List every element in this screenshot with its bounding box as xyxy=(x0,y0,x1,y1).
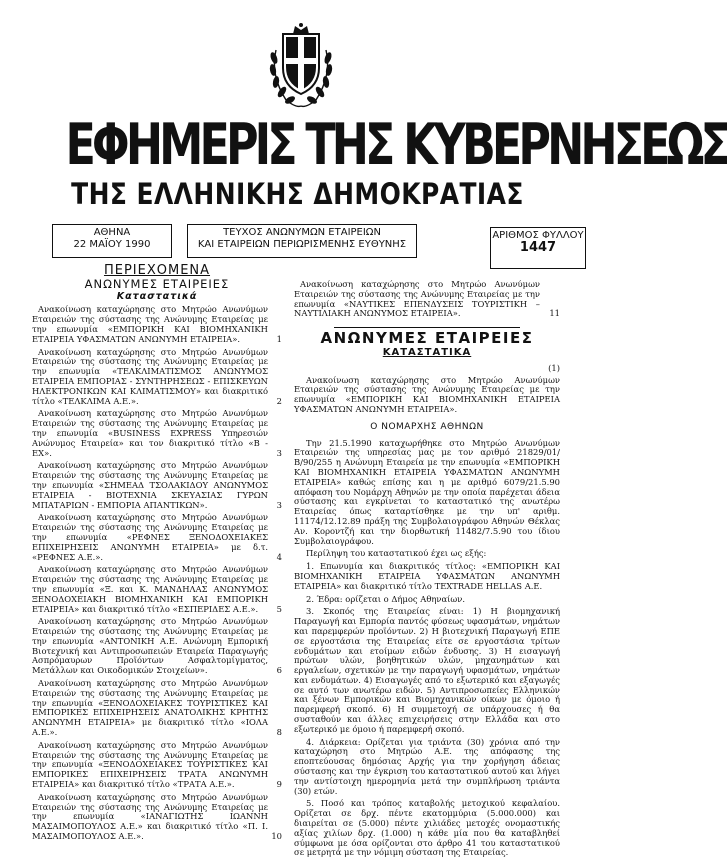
gazette-title: ΕΦΗΜΕΡΙΣ ΤΗΣ ΚΥΒΕΡΝΗΣΕΩΣ xyxy=(65,112,727,178)
contents-entry[interactable] xyxy=(32,348,282,407)
issuing-authority: Ο ΝΟΜΑΡΧΗΣ ΑΘΗΝΩΝ xyxy=(370,421,484,432)
contents-entry[interactable] xyxy=(32,793,282,842)
contents-entry-page: 2 xyxy=(276,395,282,406)
contents-entry[interactable] xyxy=(32,461,282,510)
contents-entry-text: Ανακοίνωση καταχώρησης στο Μητρώο Ανωνύμων Εταιρειών της σύστασης της Ανώνυμης Εταιρείας με την επωνυμία «BUSINESS EXPRESS Υπηρεσιών Ανώνυμος Εταιρεία» και τον διακριτικό τίτλο «Β - ΕΧ». xyxy=(32,408,268,458)
contents-entry-page: 4 xyxy=(276,551,282,562)
statute-item: 3. Σκοπός της Εταιρείας είναι: 1) Η βιομηχανική Παραγωγή και Εμπορία παντός φύσεως υφασμάτων, νημάτων και παρεμφερών προϊόντων. 2) Η βιοτεχνική Παραγωγή ΕΠΕ σε εργοστάσια της Εταιρείας είτε σε εργοστάσια τρίτων ενδυμάτων και ετοίμων ειδών ένδυσης. 3) Η εισαγωγή πρώτων υλών, βοηθητικών υλών, μηχανημάτων και εργαλείων, σχετικών με την παραγωγή υφασμάτων, νημάτων και ενδυμάτων. 4) Εισαγωγές από το εξωτερικό και εξαγωγές σε αυτό των ανωτέρω ειδών. 5) Αντιπροσωπείες Ελληνικών και ξένων Εμπορικών και Βιομηχανικών οίκων με όμοιο ή παρεμφερή σκοπό. 6) Η συμμετοχή σε υπάρχουσες ή θα συσταθούν και άλλες επιχειρήσεις στην Ελλάδα και στο εξωτερικό με όμοιο ή παρεμφερή σκοπό. xyxy=(294,606,560,734)
contents-heading: ΠΕΡΙΕΧΟΜΕΝΑ xyxy=(103,263,211,278)
contents-entry[interactable] xyxy=(294,280,560,319)
body-subsection-heading: ΚΑΤΑΣΤΑΤΙΚΑ xyxy=(382,346,472,358)
gazette-subtitle: ΤΗΣ ΕΛΛΗΝΙΚΗΣ ΔΗΜΟΚΡΑΤΙΑΣ xyxy=(71,177,524,211)
article-number: (1) xyxy=(548,362,560,373)
contents-entry-page: 6 xyxy=(276,665,282,676)
contents-list xyxy=(32,305,282,841)
contents-entry[interactable] xyxy=(32,741,282,790)
contents-entry-page: 1 xyxy=(276,333,282,344)
contents-entry-text: Ανακοίνωση καταχώρησης στο Μητρώο Ανωνύμων Εταιρειών της σύστασης της Ανώνυμης Εταιρείας με την επωνυμία «ΑΝΤΟΝΙΚΗ Α.Ε. Ανώνυμη Εμπορική Βιοτεχνική και Αντιπροσωπειών Εταιρεία Παραγωγής Ασπρόμαυρων Προϊόντων Ασφαλτομίγματος, Μετάλλων και Οικοδομικών Στοιχείων». xyxy=(32,616,268,676)
issue-type-box xyxy=(187,224,417,258)
contents-entry-page: 9 xyxy=(276,779,282,790)
contents-entry-text: Ανακοίνωση καταχώρησης στο Μητρώο Ανωνύμων Εταιρειών της σύστασης της Ανώνυμης Εταιρείας με την επωνυμία «ΕΜΠΟΡΙΚΗ ΚΑΙ ΒΙΟΜΗΧΑΝΙΚΗ ΕΤΑΙΡΕΙΑ ΥΦΑΣΜΑΤΩΝ ΑΝΩΝΥΜΗ ΕΤΑΙΡΕΙΑ». xyxy=(32,304,268,344)
contents-entry-text: Ανακοίνωση καταχώρησης στο Μητρώο Ανωνύμων Εταιρειών της σύστασης της Ανώνυμης Εταιρείας με την επωνυμία «Ξ. και Κ. ΜΑΝΔΗΛΑΣ ΑΝΩΝΥΜΟΣ ΞΕΝΟΔΟΧΕΙΑΚΗ ΒΙΟΜΗΧΑΝΙΚΗ ΚΑΙ ΕΜΠΟΡΙΚΗ ΕΤΑΙΡΕΙΑ» και διακριτικό τίτλο «ΕΣΠΕΡΙΔΕΣ Α.Ε.». xyxy=(32,564,268,614)
contents-entry[interactable] xyxy=(32,409,282,458)
contents-entry-page: 8 xyxy=(276,727,282,738)
contents-entry[interactable] xyxy=(32,679,282,738)
contents-entry[interactable] xyxy=(32,513,282,562)
contents-section-heading: ΑΝΩΝΥΜΕΣ ΕΤΑΙΡΕΙΕΣ xyxy=(84,276,230,291)
contents-entry-text: Ανακοίνωση καταχώρησης στο Μητρώο Ανωνύμων Εταιρειών της σύστασης της Ανώνυμης Εταιρείας με την επωνυμία «ΙΑΝΑΓΙΩΤΗΣ ΙΩΑΝΝΗ ΜΑΣΑΙΜΟΠΟΥΛΟΣ Α.Ε.» και διακριτικό τίτλο «Π. Ι. ΜΑΣΑΙΜΟΠΟΥΛΟΣ Α.Ε.». xyxy=(32,791,268,842)
issue-type-line1: ΤΕΥΧΟΣ ΑΝΩΝΥΜΩΝ ΕΤΑΙΡΕΙΩΝ xyxy=(223,227,381,238)
contents-column xyxy=(32,263,282,845)
coat-of-arms-icon xyxy=(266,20,336,112)
contents-entry-text: Ανακοίνωση καταχώρησης στο Μητρώο Ανωνύμων Εταιρειών της σύστασης της Ανώνυμης Εταιρείας με την επωνυμία «ΞΕΝΟΔΟΧΕΙΑΚΕΣ ΤΟΥΡΙΣΤΙΚΕΣ ΚΑΙ ΕΜΠΟΡΙΚΕΣ ΕΠΙΧΕΙΡΗΣΕΙΣ ΤΡΑΤΑ ΑΝΩΝΥΜΗ ΕΤΑΙΡΕΙΑ» και διακριτικό τίτλο «ΤΡΑΤΑ Α.Ε.». xyxy=(32,739,268,790)
body-section-heading: ΑΝΩΝΥΜΕΣ ΕΤΑΙΡΕΙΕΣ xyxy=(320,329,534,348)
sheet-number-label: ΑΡΙΘΜΟΣ ΦΥΛΛΟΥ xyxy=(492,230,584,241)
section-divider xyxy=(334,327,520,328)
issue-city: ΑΘΗΝΑ xyxy=(93,227,131,238)
contents-entry[interactable] xyxy=(32,305,282,344)
issue-date-box xyxy=(52,224,172,258)
statute-item: 1. Επωνυμία και διακριτικός τίτλος: «ΕΜΠΟΡΙΚΗ ΚΑΙ ΒΙΟΜΗΧΑΝΙΚΗ ΕΤΑΙΡΕΙΑ ΥΦΑΣΜΑΤΩΝ ΑΝΩΝΥΜΗ ΕΤΑΙΡΕΙΑ» και διακριτικό τίτλο TEXTRADE HELLAS Α.Ε. xyxy=(294,561,560,591)
contents-entry-page: 3 xyxy=(276,499,282,510)
contents-entry[interactable] xyxy=(32,617,282,676)
body-column xyxy=(294,280,560,861)
article-intro: Την 21.5.1990 καταχωρήθηκε στο Μητρώο Ανωνύμων Εταιρειών της υπηρεσίας μας με τον αριθμό 21829/01/Β/90/255 η Ανώνυμη Εταιρεία με την επωνυμία «ΕΜΠΟΡΙΚΗ ΚΑΙ ΒΙΟΜΗΧΑΝΙΚΗ ΕΤΑΙΡΕΙΑ ΥΦΑΣΜΑΤΩΝ ΑΝΩΝΥΜΗ ΕΤΑΙΡΕΙΑ» καθώς επίσης και η με αριθμό 6079/21.5.90 απόφαση του Νομάρχη Αθηνών με την οποία παρέχεται άδεια σύστασης και εγκρίνεται το καταστατικό της ανωτέρω Εταιρείας όπως καταρτίσθηκε με την υπ' αριθμ. 11174/12.12.89 πράξη της Συμβολαιογράφου Αθηνών Θέκλας Αν. Κοροντζή και την διορθωτική 11482/7.5.90 του ίδιου Συμβολαιογράφου. xyxy=(294,437,560,546)
issue-date: 22 ΜΑΪΟΥ 1990 xyxy=(73,239,151,250)
contents-entry-text: Ανακοίνωση καταχώρησης στο Μητρώο Ανωνύμων Εταιρειών της σύστασης της Ανώνυμης Εταιρείας με την επωνυμία «ΝΑΥΤΙΚΕΣ ΕΠΕΝΔΥΣΕΙΣ ΤΟΥΡΙΣΤΙΚΗ – ΝΑΥΤΙΛΙΑΚΗ ΑΝΩΝΥΜΟΣ ΕΤΑΙΡΕΙΑ». xyxy=(294,279,540,319)
statute-item: 2. Έδρα: ορίζεται ο Δήμος Αθηναίων. xyxy=(306,593,465,604)
contents-entry-page: 11 xyxy=(549,308,560,319)
sheet-number-box xyxy=(490,227,586,269)
contents-entry-page: 3 xyxy=(276,447,282,458)
contents-entry-page: 5 xyxy=(276,603,282,614)
contents-entry-text: Ανακοίνωση καταχώρησης στο Μητρώο Ανωνύμων Εταιρειών της σύστασης της Ανώνυμης Εταιρείας με την επωνυμία «ΞΕΝΟΔΟΧΕΙΑΚΕΣ ΤΟΥΡΙΣΤΙΚΕΣ ΚΑΙ ΕΜΠΟΡΙΚΕΣ ΕΠΙΧΕΙΡΗΣΕΙΣ ΑΝΑΤΟΛΙΚΗΣ ΚΡΗΤΗΣ ΑΝΩΝΥΜΗ ΕΤΑΙΡΕΙΑ» με διακριτικό τίτλο «ΙΟΛΑ Α.Ε.». xyxy=(32,678,268,738)
summary-label: Περίληψη του καταστατικού έχει ως εξής: xyxy=(306,548,487,559)
contents-entry[interactable] xyxy=(32,565,282,614)
contents-entry-page: 10 xyxy=(271,831,282,842)
contents-entry-text: Ανακοίνωση καταχώρησης στο Μητρώο Ανωνύμων Εταιρειών της σύστασης της Ανώνυμης Εταιρείας με την επωνυμία «ΡΕΦΝΕΣ ΞΕΝΟΔΟΧΕΙΑΚΕΣ ΕΠΙΧΕΙΡΗΣΕΙΣ ΑΝΩΝΥΜΗ ΕΤΑΙΡΕΙΑ» με δ.τ. «ΡΕΦΝΕΣ Α.Ε.». xyxy=(32,512,268,562)
contents-subsection-heading: Καταστατικά xyxy=(116,290,198,302)
statute-item: 4. Διάρκεια: Ορίζεται για τριάντα (30) χρόνια από την καταχώρηση στο Μητρώο Α.Ε. της απόφασης της εποπτεύουσας δημόσιας Αρχής για την χορήγηση άδειας σύστασης και την έγκριση του καταστατικού αυτού και λήγει την αντίστοιχη ημερομηνία μετά την συμπλήρωση τριάντα (30) ετών. xyxy=(294,736,560,796)
sheet-number: 1447 xyxy=(519,240,557,255)
contents-entry-text: Ανακοίνωση καταχώρησης στο Μητρώο Ανωνύμων Εταιρειών της σύστασης της Ανώνυμης Εταιρείας με την επωνυμία «ΤΕΛΚΛΙΜΑΤΙΣΜΟΣ ΑΝΩΝΥΜΟΣ ΕΤΑΙΡΕΙΑ ΕΜΠΟΡΙΑΣ - ΣΥΝΤΗΡΗΣΕΩΣ - ΕΠΙΣΚΕΥΩΝ ΗΛΕΚΤΡΟΝΙΚΩΝ ΚΑΙ ΚΛΙΜΑΤΙΣΜΟΥ» και διακριτικό τίτλο «ΤΕΛΚΛΙΜΑ Α.Ε.». xyxy=(32,346,268,406)
statute-item: 5. Ποσό και τρόπος καταβολής μετοχικού κεφαλαίου. Ορίζεται σε δρχ. πέντε εκατομμύρια (5.000.000) και διαιρείται σε (5.000) πέντε χιλιάδες μετοχές ονομαστικής αξίας χιλίων δρχ. (1.000) η κάθε μία που θα καταβληθεί σύμφωνα με όσα ορίζονται στο άρθρο 41 του καταστατικού σε μετρητά με την νόμιμη σύσταση της Εταιρείας. xyxy=(294,798,560,858)
issue-type-line2: ΚΑΙ ΕΤΑΙΡΕΙΩΝ ΠΕΡΙΩΡΙΣΜΕΝΗΣ ΕΥΘΥΝΗΣ xyxy=(197,239,407,250)
contents-entry-text: Ανακοίνωση καταχώρησης στο Μητρώο Ανωνύμων Εταιρειών της σύστασης της Ανώνυμης Εταιρείας με την επωνυμία «ΣΗΜΕΑΔ ΤΣΟΛΑΚΙΔΟΥ ΑΝΩΝΥΜΟΣ ΕΤΑΙΡΕΙΑ - ΒΙΟΤΕΧΝΙΑ ΣΚΕΥΑΣΙΑΣ ΓΥΡΩΝ ΜΠΑΤΑΡΙΩΝ - ΕΜΠΟΡΙΑ ΑΠΑΝΤΙΚΩΝ». xyxy=(32,460,268,510)
article-title: Ανακοίνωση καταχώρησης στο Μητρώο Ανωνύμων Εταιρειών της σύστασης της Ανώνυμης Εταιρείας με την επωνυμία «ΕΜΠΟΡΙΚΗ ΚΑΙ ΒΙΟΜΗΧΑΝΙΚΗ ΕΤΑΙΡΕΙΑ ΥΦΑΣΜΑΤΩΝ ΑΝΩΝΥΜΗ ΕΤΑΙΡΕΙΑ». xyxy=(294,374,560,414)
